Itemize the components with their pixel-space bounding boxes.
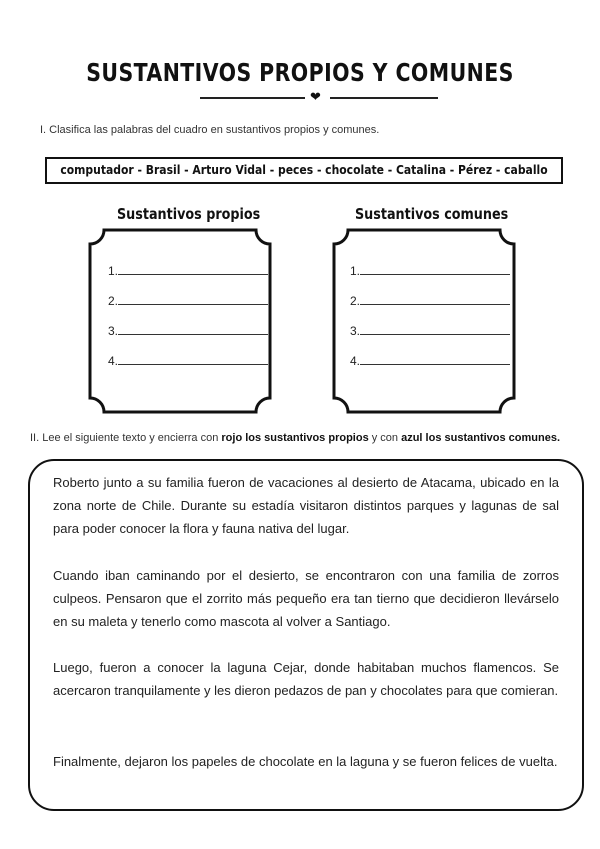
list-item: 1. (350, 263, 510, 293)
heart-icon: ❤ (310, 89, 321, 104)
instruction-2-middle: y con (368, 432, 402, 444)
answer-line[interactable] (118, 353, 268, 365)
box-propios-list (108, 263, 268, 383)
word-list-box: computador - Brasil - Arturo Vidal - peces - chocolate - Catalina - Pérez - caballo (45, 157, 563, 184)
paragraph-1: Roberto junto a su familia fueron de vacaciones al desierto de Atacama, ubicado en la zona norte de Chile. Durante su estadía visitaron distintos parques y lagunas de sal para poder conocer la flora y fauna nativa del lugar. (53, 475, 559, 536)
instruction-1: I. Clasifica las palabras del cuadro en sustantivos propios y comunes. (40, 124, 380, 136)
page-title: SUSTANTIVOS PROPIOS Y COMUNES (86, 58, 514, 87)
answer-line[interactable] (360, 323, 510, 335)
title-divider-left (200, 97, 305, 99)
box-propios-title: Sustantivos propios (117, 205, 261, 223)
box-comunes-title: Sustantivos comunes (355, 205, 509, 223)
list-item: 2. (108, 293, 268, 323)
list-item: 3. (350, 323, 510, 353)
list-item: 1. (108, 263, 268, 293)
paragraph-2: Cuando iban caminando por el desierto, se encontraron con una familia de zorros culpeos. Pensaron que el zorrito más pequeño era tan tierno que decidieron llevárselo en su maleta y tenerlo como mascota al volver a Santiago. (53, 568, 559, 629)
paragraph-3: Luego, fueron a conocer la laguna Cejar, donde habitaban muchos flamencos. Se acercaron tranquilamente y les dieron pedazos de pan y chocolates para que comieran. (53, 660, 559, 698)
instruction-2 (30, 432, 560, 444)
instruction-2-red: rojo los sustantivos propios (221, 432, 369, 444)
instruction-2-blue: azul los sustantivos comunes. (401, 432, 561, 444)
answer-line[interactable] (360, 353, 510, 365)
answer-line[interactable] (360, 263, 510, 275)
answer-line[interactable] (118, 293, 268, 305)
instruction-2-prefix: II. Lee el siguiente texto y encierra con (30, 432, 222, 444)
paragraph-4: Finalmente, dejaron los papeles de chocolate en la laguna y se fueron felices de vuelta. (53, 754, 558, 769)
answer-line[interactable] (118, 323, 268, 335)
title-divider-right (330, 97, 438, 99)
answer-line[interactable] (360, 293, 510, 305)
box-comunes-list (350, 263, 510, 383)
answer-line[interactable] (118, 263, 268, 275)
list-item: 2. (350, 293, 510, 323)
list-item: 3. (108, 323, 268, 353)
list-item: 4. (350, 353, 510, 383)
list-item: 4. (108, 353, 268, 383)
